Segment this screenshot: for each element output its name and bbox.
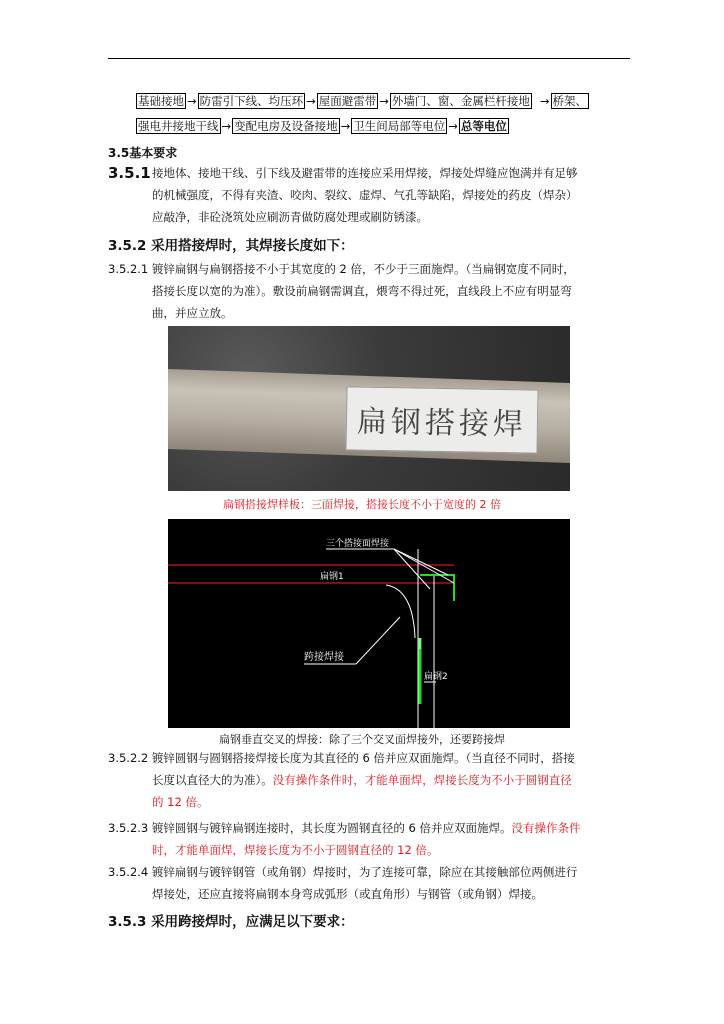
weld-sample-photo — [168, 326, 570, 491]
section-3-5-3-title: 3.5.3 采用跨接焊时，应满足以下要求： — [108, 914, 354, 930]
leader-line-1c — [394, 549, 454, 583]
flow-step: 变配电房及设备接地 — [234, 119, 338, 133]
flow-arrow: → — [221, 119, 232, 133]
section-3-5-1-line3: 应敲净，非砼浇筑处应刷沥青做防腐处理或刷防锈漆。 — [152, 210, 428, 224]
leader-line-1b — [394, 549, 448, 575]
cad-label-steel1: 扁钢1 — [320, 572, 344, 582]
flow-arrow: → — [306, 94, 316, 108]
section-3-5-2-4-line2: 焊接处，还应直接将扁钢本身弯成弧形（或直角形）与钢管（或角钢）焊接。 — [152, 887, 543, 901]
flow-arrow: → — [187, 94, 197, 108]
flow-step: 外墙门、窗、金属栏杆接地 — [391, 94, 530, 108]
section-3-5-2-3-line1b: 没有操作条件 — [511, 821, 581, 835]
flow-step: 桥架、 — [552, 94, 588, 108]
photo-caption: 扁钢搭接焊样板：三面焊接，搭接长度不小于宽度的 2 倍 — [223, 498, 501, 511]
flow-step: 防雷引下线、均压环 — [199, 94, 304, 108]
section-3-5-1-line1: 接地体、接地干线、引下线及避雷带的连接应采用焊接，焊接处焊缝应饱满并有足够 — [152, 166, 578, 180]
section-3-5-2-1-line2: 搭接长度以宽的为准）。敷设前扁钢需调直，煨弯不得过死，直线段上不应有明显弯 — [152, 284, 572, 298]
cad-drawing — [168, 519, 570, 728]
section-3-5-2-2-line2a: 长度以直径大的为准）。 — [152, 773, 273, 787]
section-3-5-2-1-line1: 3.5.2.1 镀锌扁钢与扁钢搭接不小于其宽度的 2 倍，不少于三面施焊。（当扁钢宽度不同时， — [108, 262, 575, 276]
flow-step: 卫生间局部等电位 — [353, 119, 446, 133]
photo-label: 扁钢搭接焊 — [345, 386, 538, 453]
section-3-5-2-3-line1a: 3.5.2.3 镀锌圆钢与镀锌扁钢连接时，其长度为圆钢直径的 6 倍并应双面施焊。 — [108, 821, 512, 835]
section-3-5-2-title: 3.5.2 采用搭接焊时，其焊接长度如下： — [108, 238, 354, 254]
cad-label-three-face-weld: 三个搭接面焊接 — [326, 539, 390, 549]
section-3-5-2-2-line1: 3.5.2.2 镀锌圆钢与圆钢搭接焊接长度为其直径的 6 倍并应双面施焊。（当直径不同时，搭接 — [108, 751, 575, 765]
cad-caption: 扁钢垂直交叉的焊接：除了三个交叉面焊接外，还要跨接焊 — [219, 733, 505, 746]
flow-step-final: 总等电位 — [460, 119, 507, 133]
cad-label-steel2: 扁钢2 — [424, 672, 448, 682]
flow-step: 强电井接地干线 — [138, 119, 219, 133]
header-rule — [108, 58, 630, 59]
flow-arrow: → — [379, 94, 389, 108]
section-3-5-2-4-line1: 3.5.2.4 镀锌扁钢与镀锌钢管（或角钢）焊接时，为了连接可靠，除应在其接触部位两侧进行 — [108, 865, 578, 879]
three-side-weld — [420, 575, 454, 601]
section-3-5-1-number: 3.5.1 — [108, 164, 151, 182]
leader-line-3 — [356, 617, 400, 664]
section-3-5-title: 3.5基本要求 — [108, 146, 178, 160]
flow-step: 基础接地 — [138, 94, 184, 108]
section-3-5-1-line2: 的机械强度，不得有夹渣、咬肉、裂纹、虚焊、气孔等缺陷，焊接处的药皮（焊杂） — [152, 188, 578, 202]
section-3-5-2-3-line2: 时，才能单面焊，焊接长度为不小于圆钢直径的 12 倍。 — [152, 843, 439, 857]
section-3-5-2-3-line1 — [108, 818, 581, 839]
flow-arrow: → — [340, 119, 351, 133]
section-3-5-2-2-line3: 的 12 倍。 — [152, 795, 209, 809]
flow-line-1 — [136, 92, 636, 110]
cad-label-bridge-weld: 跨接焊接 — [304, 652, 344, 663]
section-3-5-2-2-line2b: 没有操作条件时，才能单面焊，焊接长度为不小于圆钢直径 — [272, 773, 572, 787]
bridge-weld-curve — [386, 585, 415, 638]
section-3-5-2-1-line3: 曲，并应立放。 — [152, 306, 233, 320]
flow-arrow: → — [448, 119, 458, 133]
cad-svg — [168, 519, 570, 728]
flow-line-2 — [136, 117, 636, 135]
section-3-5-2-2-line2 — [152, 770, 572, 791]
flow-arrow: → — [539, 94, 550, 108]
flow-step: 屋面避雷带 — [318, 94, 377, 108]
